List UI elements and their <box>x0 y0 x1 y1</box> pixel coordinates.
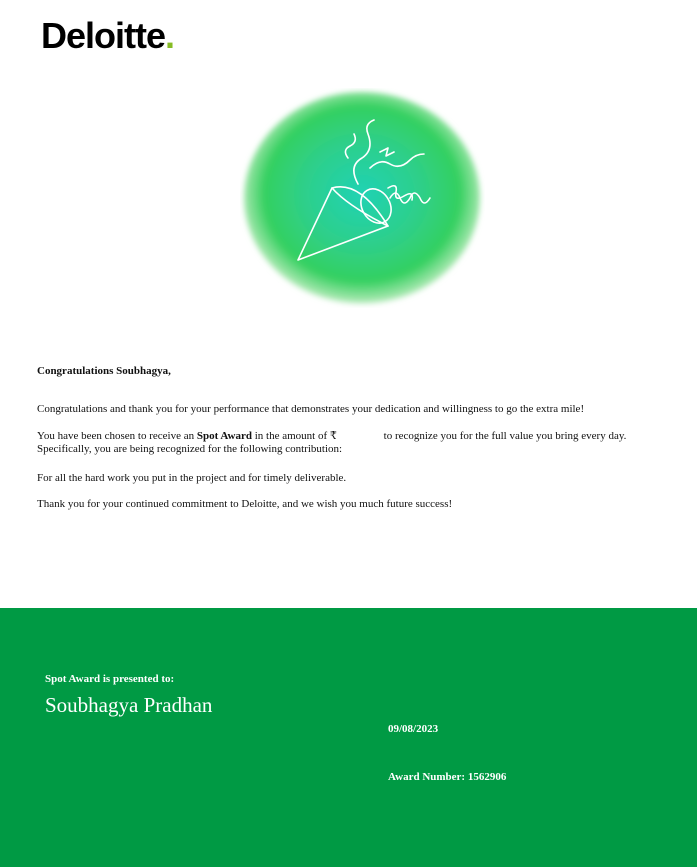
chosen-suffix: to recognize you for the full value you bring every day. <box>380 430 627 442</box>
thanks-paragraph: Congratulations and thank you for your performance that demonstrates your dedication and willingness to go the extra mile! <box>37 403 585 415</box>
award-number-value: 1562906 <box>467 771 507 783</box>
logo-dot: . <box>165 15 175 56</box>
closing-paragraph: Thank you for your continued commitment to Deloitte, and we wish you much future success! <box>37 498 453 510</box>
presented-label: Spot Award is presented to: <box>45 673 175 685</box>
contribution-paragraph: For all the hard work you put in the project and for timely deliverable. <box>37 472 347 484</box>
chosen-line2: Specifically, you are being recognized for the following contribution: <box>37 443 343 455</box>
chosen-middle: in the amount of <box>251 430 330 442</box>
greeting: Congratulations Soubhagya, <box>37 365 171 377</box>
currency-symbol: ₹ <box>329 430 337 442</box>
recipient-name: Soubhagya Pradhan <box>45 693 213 717</box>
award-number <box>388 771 506 783</box>
deloitte-logo <box>41 14 174 58</box>
logo-text: Deloitte <box>41 15 166 56</box>
award-number-label: Award Number: <box>388 771 468 783</box>
award-footer <box>0 608 697 867</box>
award-paragraph <box>37 430 657 456</box>
party-popper-icon <box>240 88 485 308</box>
award-type: Spot Award <box>196 430 252 442</box>
chosen-prefix: You have been chosen to receive an <box>37 430 197 442</box>
celebration-graphic <box>240 88 485 308</box>
award-date: 09/08/2023 <box>388 723 439 735</box>
